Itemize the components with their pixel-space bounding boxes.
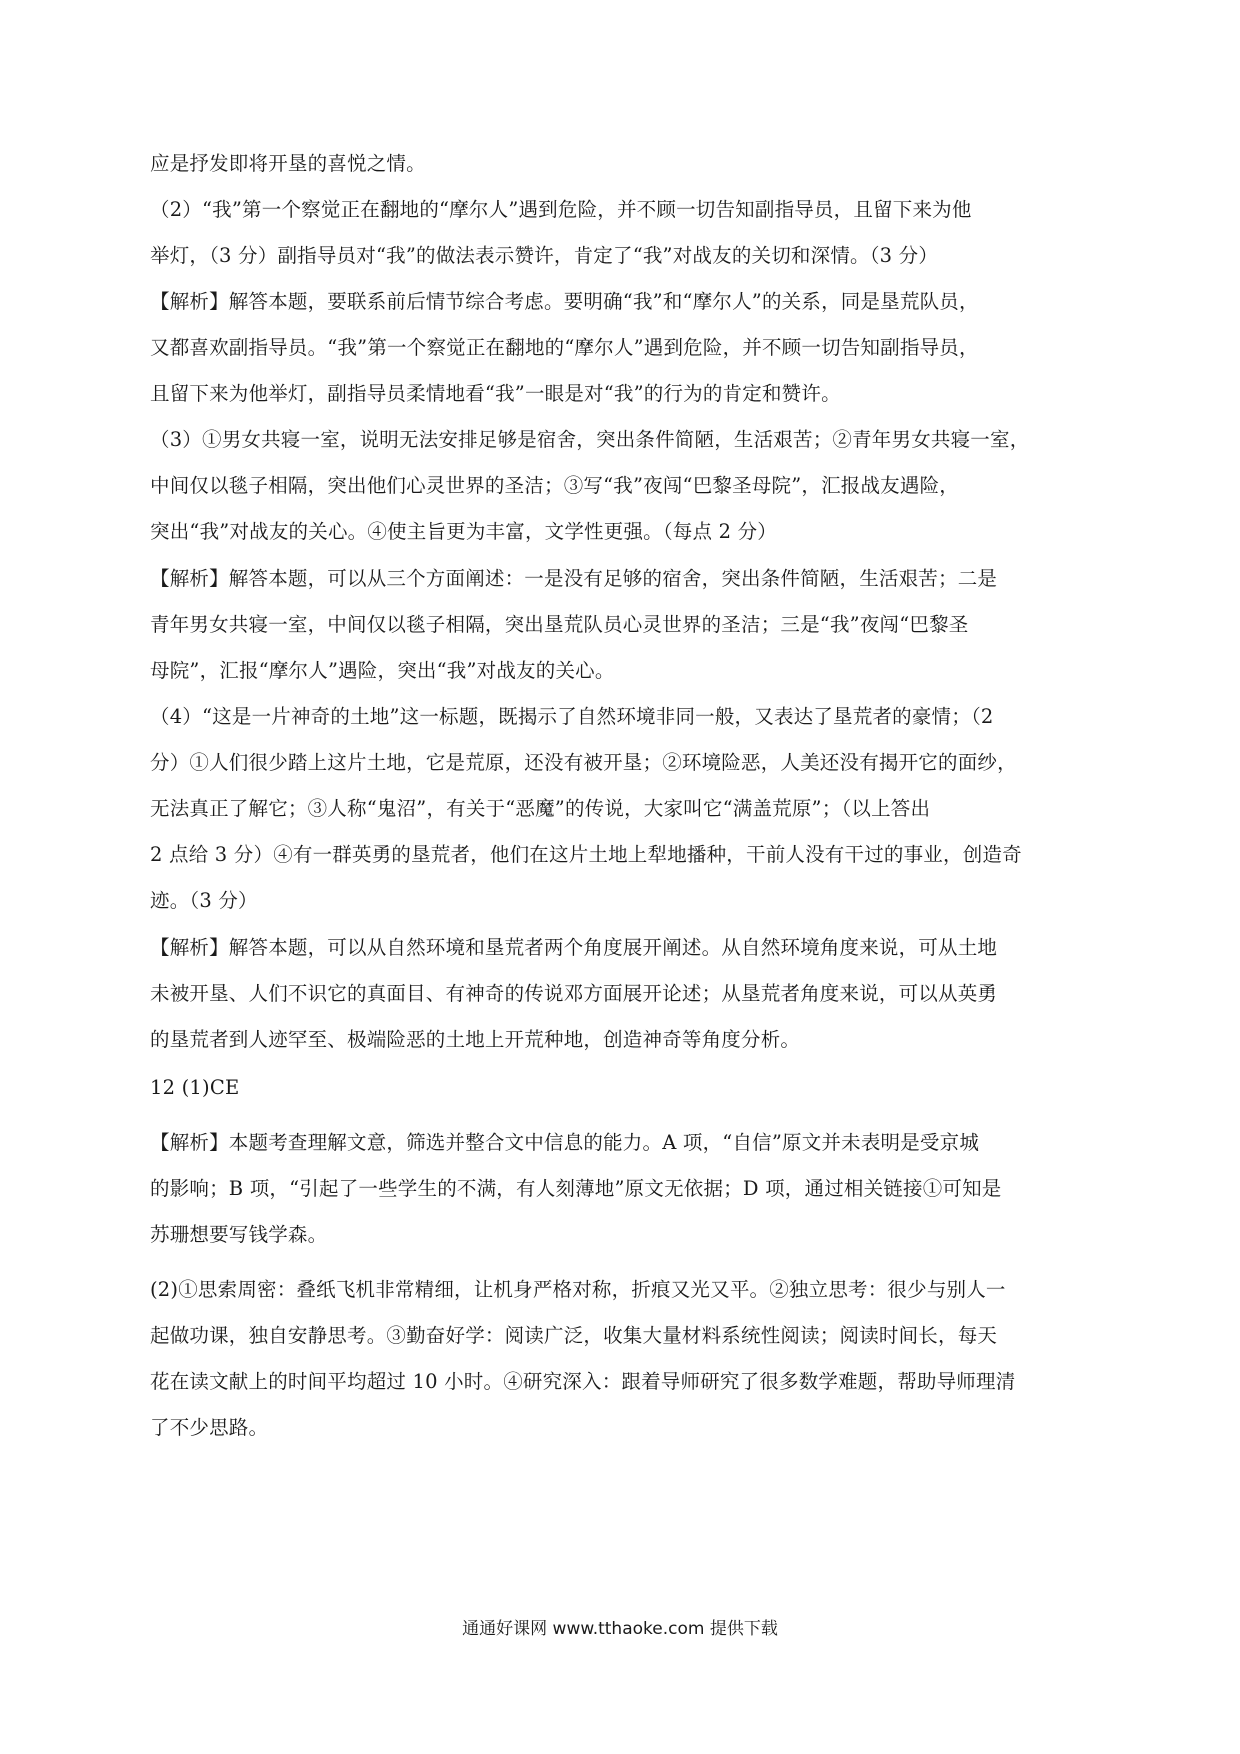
text-line: 且留下来为他举灯，副指导员柔情地看“我”一眼是对“我”的行为的肯定和赞许。 <box>150 382 841 405</box>
text-line: 突出“我”对战友的关心。④使主旨更为丰富，文学性更强。（每点 2 分） <box>150 520 777 543</box>
text-line: 分）①人们很少踏上这片土地，它是荒原，还没有被开垦；②环境险恶，人美还没有揭开它的面纱， <box>150 751 1017 774</box>
text-line: 了不少思路。 <box>150 1416 269 1439</box>
text-line: 未被开垦、人们不识它的真面目、有神奇的传说邓方面展开论述；从垦荒者角度来说，可以从英勇 <box>150 982 998 1005</box>
text-line: 迹。（3 分） <box>150 889 258 912</box>
question-number: 12 (1)CE <box>150 1076 240 1099</box>
text-line: （2）“我”第一个察觉正在翻地的“摩尔人”遇到危险，并不顾一切告知副指导员，且留下来为他 <box>150 198 972 221</box>
text-line: 母院”，汇报“摩尔人”遇险，突出“我”对战友的关心。 <box>150 659 615 682</box>
text-line: 又都喜欢副指导员。“我”第一个察觉正在翻地的“摩尔人”遇到危险，并不顾一切告知副指导员， <box>150 336 979 359</box>
text-line: 举灯，（3 分）副指导员对“我”的做法表示赞许，肯定了“我”对战友的关切和深情。（3 分） <box>150 244 939 267</box>
text-line: 花在读文献上的时间平均超过 10 小时。④研究深入：跟着导师研究了很多数学难题，帮助导师理清 <box>150 1370 1016 1393</box>
text-line: (2)①思索周密：叠纸飞机非常精细，让机身严格对称，折痕又光又平。②独立思考：很少与别人一 <box>150 1278 1006 1301</box>
text-line: 无法真正了解它；③人称“鬼沼”，有关于“恶魔”的传说，大家叫它“满盖荒原”；（以上答出 <box>150 797 931 820</box>
text-line: 起做功课，独自安静思考。③勤奋好学：阅读广泛，收集大量材料系统性阅读；阅读时间长，每天 <box>150 1324 998 1347</box>
text-line: 中间仅以毯子相隔，突出他们心灵世界的圣洁；③写“我”夜闯“巴黎圣母院”，汇报战友遇险， <box>150 474 959 497</box>
text-line: 2 点给 3 分）④有一群英勇的垦荒者，他们在这片土地上犁地播种，干前人没有干过的事业，创造奇 <box>150 843 1022 866</box>
text-line: 的影响；B 项，“引起了一些学生的不满，有人刻薄地”原文无依据；D 项，通过相关链接①可知是 <box>150 1177 1002 1200</box>
text-line: 青年男女共寝一室，中间仅以毯子相隔，突出垦荒队员心灵世界的圣洁；三是“我”夜闯“巴黎圣 <box>150 613 969 636</box>
text-line: 【解析】解答本题，要联系前后情节综合考虑。要明确“我”和“摩尔人”的关系，同是垦荒队员， <box>150 290 979 313</box>
text-line: 苏珊想要写钱学森。 <box>150 1223 328 1246</box>
text-line: 【解析】解答本题，可以从自然环境和垦荒者两个角度展开阐述。从自然环境角度来说，可从土地 <box>150 936 998 959</box>
text-line: 【解析】解答本题，可以从三个方面阐述：一是没有足够的宿舍，突出条件简陋，生活艰苦；二是 <box>150 567 998 590</box>
text-line: （3）①男女共寝一室，说明无法安排足够是宿舍，突出条件简陋，生活艰苦；②青年男女共寝一室， <box>150 428 1030 451</box>
text-line: 应是抒发即将开垦的喜悦之情。 <box>150 152 426 175</box>
page-footer: 通通好课网 www.tthaoke.com 提供下载 <box>462 1619 778 1639</box>
text-line: （4）“这是一片神奇的土地”这一标题，既揭示了自然环境非同一般，又表达了垦荒者的豪情；（2 <box>150 705 994 728</box>
text-line: 的垦荒者到人迹罕至、极端险恶的土地上开荒种地，创造神奇等角度分析。 <box>150 1028 801 1051</box>
text-line: 【解析】本题考查理解文意，筛选并整合文中信息的能力。A 项，“自信”原文并未表明是受京城 <box>150 1131 980 1154</box>
